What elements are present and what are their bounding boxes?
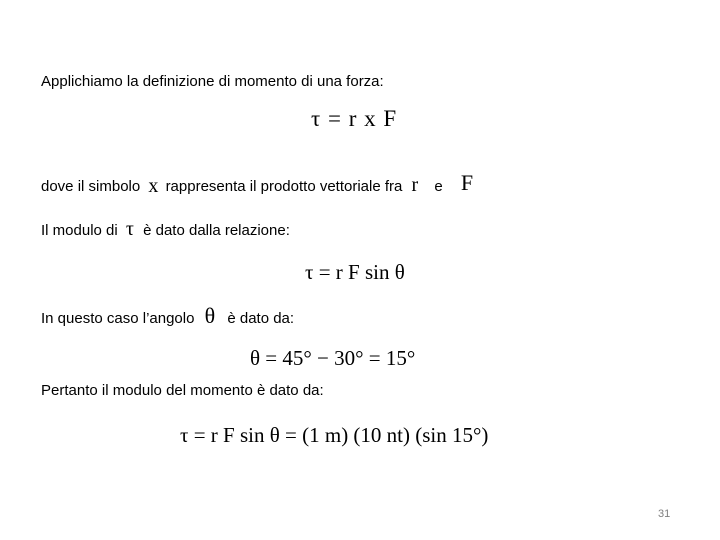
cross-product-explanation: [41, 170, 474, 197]
conjunction-text: e: [434, 178, 443, 195]
page-number: 31: [658, 508, 671, 520]
angle-intro-suffix: è dato da:: [227, 310, 295, 327]
torque-modulus-suffix: è dato dalla relazione:: [143, 222, 290, 239]
cross-product-prefix: dove il simbolo: [41, 178, 141, 195]
cross-symbol: x: [148, 175, 159, 197]
torque-magnitude-equation: τ = r F sin θ: [305, 260, 405, 284]
angle-intro: [41, 303, 295, 328]
torque-vector-equation: τ = r x F: [311, 106, 398, 131]
theta-symbol: θ: [204, 303, 216, 328]
cross-product-middle: rappresenta il prodotto vettoriale fra: [165, 178, 403, 195]
force-vector-symbol: F: [460, 170, 474, 195]
radius-vector-symbol: r: [411, 174, 419, 196]
angle-intro-prefix: In questo caso l’angolo: [41, 310, 195, 327]
angle-equation: θ = 45° − 30° = 15°: [250, 346, 416, 370]
torque-modulus-intro: [41, 220, 290, 240]
torque-modulus-prefix: Il modulo di: [41, 222, 118, 239]
final-torque-intro: Pertanto il modulo del momento è dato da:: [41, 382, 324, 399]
slide-title: Applichiamo la definizione di momento di una forza:: [41, 73, 384, 90]
tau-symbol: τ: [125, 218, 134, 240]
final-torque-equation: τ = r F sin θ = (1 m) (10 nt) (sin 15°): [180, 423, 489, 447]
